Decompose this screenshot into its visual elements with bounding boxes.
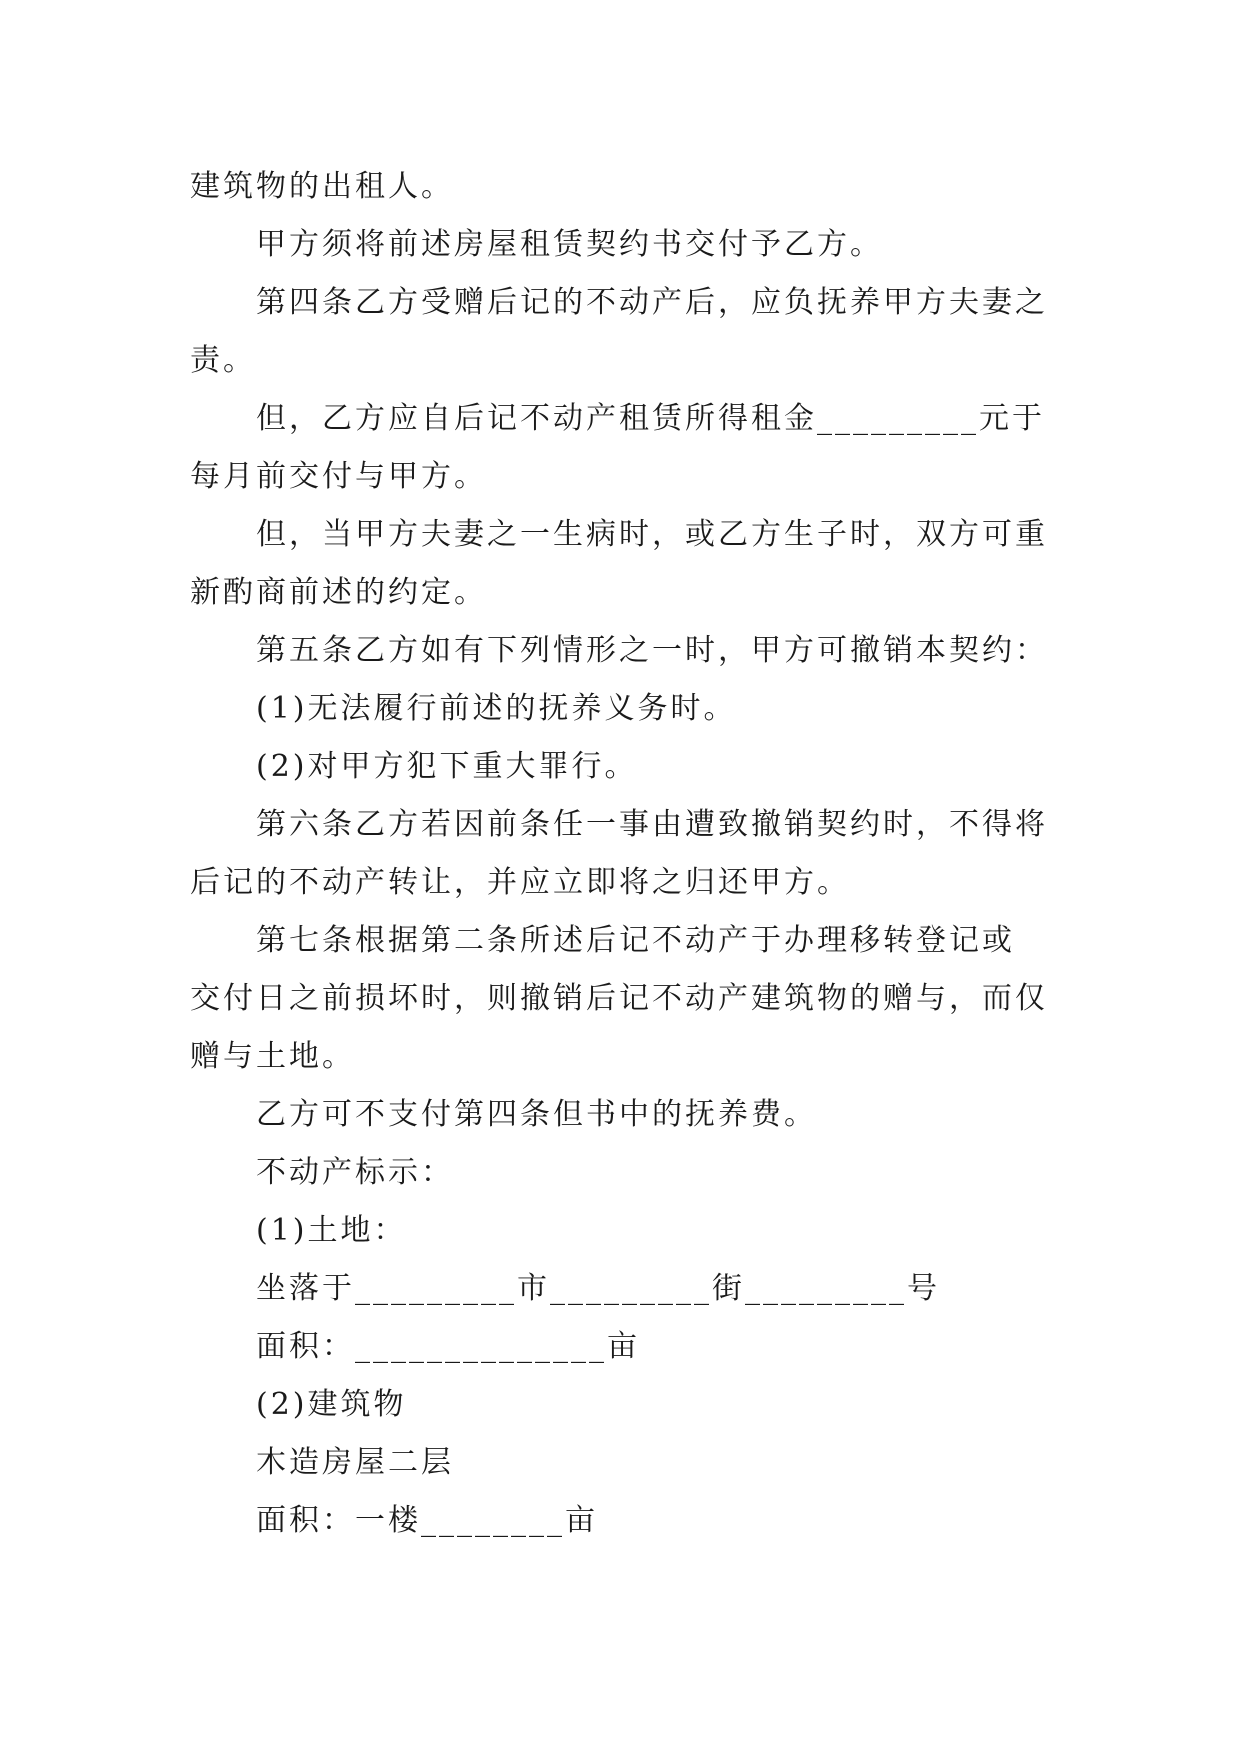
- body-line: 但，当甲方夫妻之一生病时，或乙方生子时，双方可重: [256, 517, 1048, 552]
- list-item: (1)土地：: [256, 1213, 407, 1248]
- body-line: 赠与土地。: [190, 1039, 355, 1074]
- area-field-line: 面积：一楼________亩: [256, 1503, 598, 1538]
- list-item: (2)对甲方犯下重大罪行。: [256, 749, 638, 784]
- list-item: (2)建筑物: [256, 1387, 407, 1422]
- article-6-line: 第六条乙方若因前条任一事由遭致撤销契约时，不得将: [256, 807, 1048, 842]
- body-line: 后记的不动产转让，并应立即将之归还甲方。: [190, 865, 850, 900]
- article-7-line: 第七条根据第二条所述后记不动产于办理移转登记或: [256, 923, 1015, 958]
- body-line: 木造房屋二层: [256, 1445, 454, 1480]
- section-heading: 不动产标示：: [256, 1155, 454, 1190]
- area-field-line: 面积：______________亩: [256, 1329, 640, 1364]
- article-4-line: 第四条乙方受赠后记的不动产后，应负抚养甲方夫妻之: [256, 285, 1048, 320]
- body-line: 责。: [190, 343, 256, 378]
- body-line: 但，乙方应自后记不动产租赁所得租金_________元于: [256, 401, 1045, 436]
- article-5-line: 第五条乙方如有下列情形之一时，甲方可撤销本契约：: [256, 633, 1048, 668]
- body-line: 交付日之前损坏时，则撤销后记不动产建筑物的赠与，而仅: [190, 981, 1048, 1016]
- body-line: 新酌商前述的约定。: [190, 575, 487, 610]
- address-field-line: 坐落于_________市_________街_________号: [256, 1271, 940, 1306]
- body-line: 建筑物的出租人。: [190, 169, 454, 204]
- body-line: 乙方可不支付第四条但书中的抚养费。: [256, 1097, 817, 1132]
- body-line: 甲方须将前述房屋租赁契约书交付予乙方。: [256, 227, 883, 262]
- body-line: 每月前交付与甲方。: [190, 459, 487, 494]
- document-body: [190, 158, 1050, 1550]
- list-item: (1)无法履行前述的抚养义务时。: [256, 691, 737, 726]
